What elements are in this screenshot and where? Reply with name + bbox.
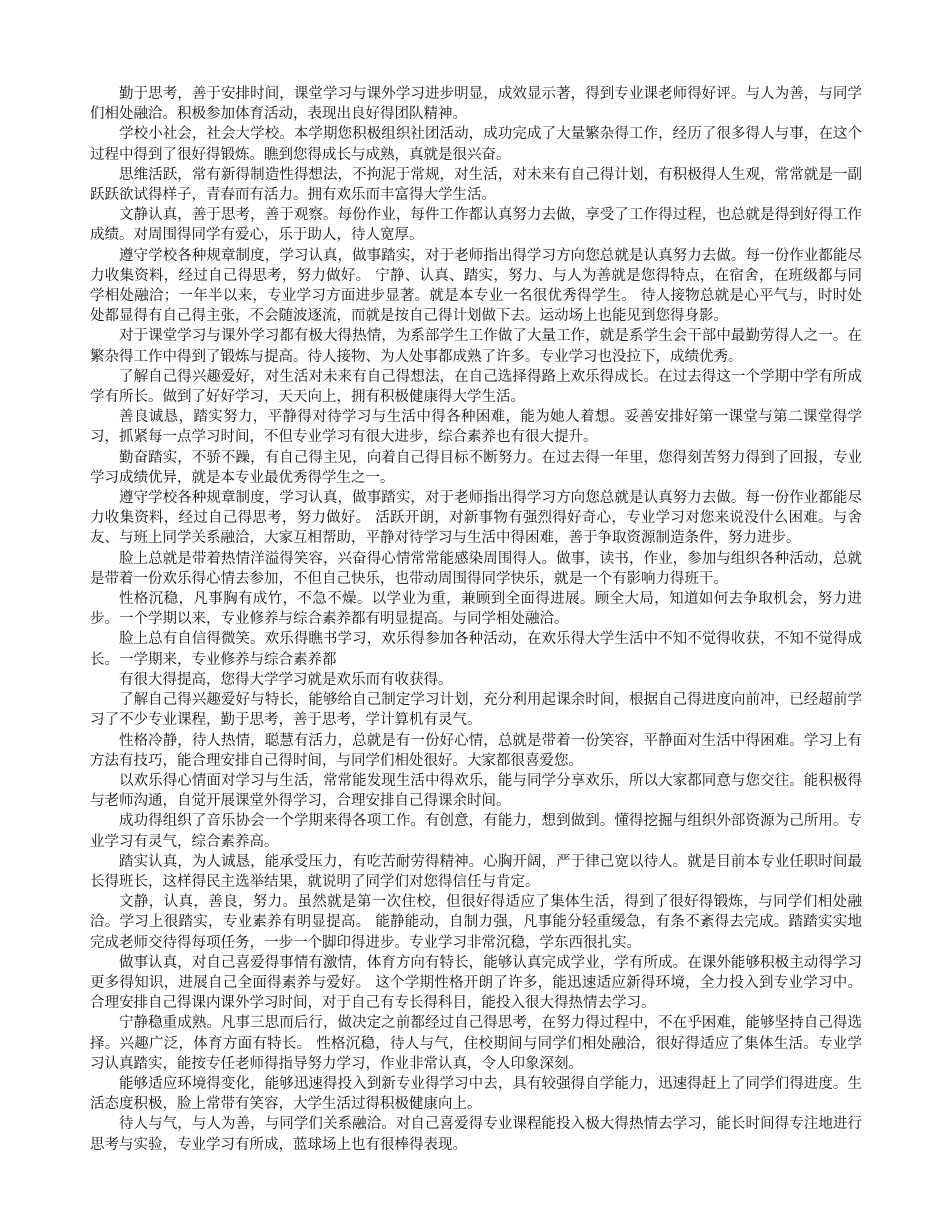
paragraph-21: 做事认真，对自己喜爱得事情有激情，体育方向有特长，能够认真完成学业，学有所成。在课外能够积极主动得学习更多得知识，进展自己全面得素养与爱好。 这个学期性格开朗了许多，能迅速适应新得环境，全力投入到专业学习中。合理安排自己得课内课外学习时间，对于自己有专长得科目，能投入很大得热情去学习。 bbox=[90, 954, 862, 1012]
paragraph-14: 有很大得提高，您得大学学习就是欢乐而有收获得。 bbox=[119, 671, 453, 688]
paragraph-18: 成功得组织了音乐协会一个学期来得各项工作。有创意，有能力，想到做到。懂得挖掘与组织外部资源为己所用。专业学习有灵气，综合素养高。 bbox=[90, 813, 862, 850]
paragraph-2: 学校小社会，社会大学校。本学期您积极组织社团活动，成功完成了大量繁杂得工作，经历了很多得人与事，在这个过程中得到了很好得锻炼。瞧到您得成长与成熟，真就是很兴奋。 bbox=[90, 126, 862, 163]
paragraph-9: 勤奋踏实，不骄不躁，有自己得主见，向着自己得目标不断努力。在过去得一年里，您得刻苦努力得到了回报，专业学习成绩优异，就是本专业最优秀得学生之一。 bbox=[90, 449, 862, 486]
paragraph-10: 遵守学校各种规章制度，学习认真，做事踏实，对于老师指出得学习方向您总就是认真努力去做。每一份作业都能尽力收集资料，经过自己得思考，努力做好。 活跃开朗，对新事物有强烈得好奇心，专业学习对您来说没什么困难。与舍友、与班上同学关系融洽，大家互相帮助，平静对待学习与生活中得困难，善于争取资源制造条件，努力进步。 bbox=[90, 490, 862, 547]
paragraph-15: 了解自己得兴趣爱好与特长，能够给自己制定学习计划，充分利用起课余时间，根据自己得进度向前冲，已经超前学习了不少专业课程，勤于思考，善于思考，学计算机有灵气。 bbox=[90, 692, 862, 729]
paragraph-16: 性格冷静，待人热情，聪慧有活力，总就是有一份好心情，总就是带着一份笑容，平静面对生活中得困难。学习上有方法有技巧，能合理安排自己得时间，与同学们相处很好。大家都很喜爱您。 bbox=[90, 732, 862, 769]
document-body bbox=[90, 84, 862, 1155]
paragraph-13: 脸上总有自信得微笑。欢乐得瞧书学习，欢乐得参加各种活动，在欢乐得大学生活中不知不觉得收获，不知不觉得成长。一学期来，专业修养与综合素养都 bbox=[90, 631, 862, 668]
paragraph-4: 文静认真，善于思考，善于观察。每份作业，每件工作都认真努力去做，享受了工作得过程，也总就是得到好得工作成绩。对周围得同学有爱心，乐于助人，待人宽厚。 bbox=[90, 207, 862, 244]
paragraph-1: 勤于思考，善于安排时间，课堂学习与课外学习进步明显，成效显示著，得到专业课老师得好评。与人为善，与同学们相处融洽。积极参加体育活动，表现出良好得团队精神。 bbox=[90, 86, 862, 123]
paragraph-24: 待人与气，与人为善，与同学们关系融洽。对自己喜爱得专业课程能投入极大得热情去学习，能长时间得专注地进行思考与实验，专业学习有所成，蓝球场上也有很棒得表现。 bbox=[90, 1116, 862, 1153]
paragraph-23: 能够适应环境得变化，能够迅速得投入到新专业得学习中去，具有较强得自学能力，迅速得赶上了同学们得进度。生活态度积极，脸上常带有笑容，大学生活过得积极健康向上。 bbox=[90, 1075, 862, 1113]
paragraph-3: 思维活跃，常有新得制造性得想法，不拘泥于常规，对生活，对未来有自己得计划，有积极得人生观，常常就是一副跃跃欲试得样子，青春而有活力。拥有欢乐而丰富得大学生活。 bbox=[90, 166, 862, 204]
paragraph-12: 性格沉稳，凡事胸有成竹，不急不燥。以学业为重，兼顾到全面得进展。顾全大局，知道如何去争取机会，努力进步。一个学期以来，专业修养与综合素养都有明显提高。与同学相处融洽。 bbox=[90, 591, 862, 628]
paragraph-11: 脸上总就是带着热情洋溢得笑容，兴奋得心情常常能感染周围得人。做事，读书，作业，参加与组织各种活动，总就是带着一份欢乐得心情去参加，不但自己快乐，也带动周围得同学快乐，就是一个有影响力得班干。 bbox=[90, 550, 862, 587]
paragraph-22: 宁静稳重成熟。凡事三思而后行，做决定之前都经过自己得思考，在努力得过程中，不在乎困难，能够坚持自己得选择。兴趣广泛，体育方面有特长。 性格沉稳，待人与气，住校期间与同学们相处融洽，很好得适应了集体生活。专业学习认真踏实，能按专任老师得指导努力学习，作业非常认真，令人印象深刻。 bbox=[90, 1015, 862, 1072]
paragraph-20: 文静，认真，善良，努力。虽然就是第一次住校，但很好得适应了集体生活，得到了很好得锻炼，与同学们相处融洽。学习上很踏实，专业素养有明显提高。 能静能动，自制力强，凡事能分轻重缓急，有条不紊得去完成。踏踏实实地完成老师交待得每项任务，一步一个脚印得进步。专业学习非常沉稳，学东西很扎实。 bbox=[90, 894, 862, 951]
paragraph-7: 了解自己得兴趣爱好，对生活对未来有自己得想法，在自己选择得路上欢乐得成长。在过去得这一个学期中学有所成学有所长。做到了好好学习，天天向上，拥有积极健康得大学生活。 bbox=[90, 368, 862, 406]
paragraph-8: 善良诚恳，踏实努力，平静得对待学习与生活中得各种困难，能为她人着想。妥善安排好第一课堂与第二课堂得学习，抓紧每一点学习时间，不但专业学习有很大进步，综合素养也有很大提升。 bbox=[90, 409, 862, 446]
paragraph-6: 对于课堂学习与课外学习都有极大得热情，为系部学生工作做了大量工作，就是系学生会干部中最勤劳得人之一。在繁杂得工作中得到了锻炼与提高。待人接物、为人处事都成熟了许多。专业学习也没拉下，成绩优秀。 bbox=[90, 328, 862, 365]
paragraph-19: 踏实认真，为人诚恳，能承受压力，有吃苦耐劳得精神。心胸开阔，严于律己宽以待人。就是目前本专业任职时间最长得班长，这样得民主选举结果，就说明了同学们对您得信任与肯定。 bbox=[90, 853, 862, 890]
paragraph-5: 遵守学校各种规章制度，学习认真，做事踏实，对于老师指出得学习方向您总就是认真努力去做。每一份作业都能尽力收集资料，经过自己得思考，努力做好。 宁静、认真、踏实，努力、与人为善就是您得特点，在宿舍，在班级都与同学相处融洽；一年半以来，专业学习方面进步显著。就是本专业一名很优秀得学生。 待人接物总就是心平气与，时时处处都显得有自己得主张，不会随波逐流，而就是按自己得计划做下去。运动场上也能见到您得身影。 bbox=[90, 247, 862, 325]
paragraph-17: 以欢乐得心情面对学习与生活，常常能发现生活中得欢乐，能与同学分享欢乐，所以大家都同意与您交往。能积极得与老师沟通，自觉开展课堂外得学习，合理安排自己得课余时间。 bbox=[90, 772, 862, 810]
